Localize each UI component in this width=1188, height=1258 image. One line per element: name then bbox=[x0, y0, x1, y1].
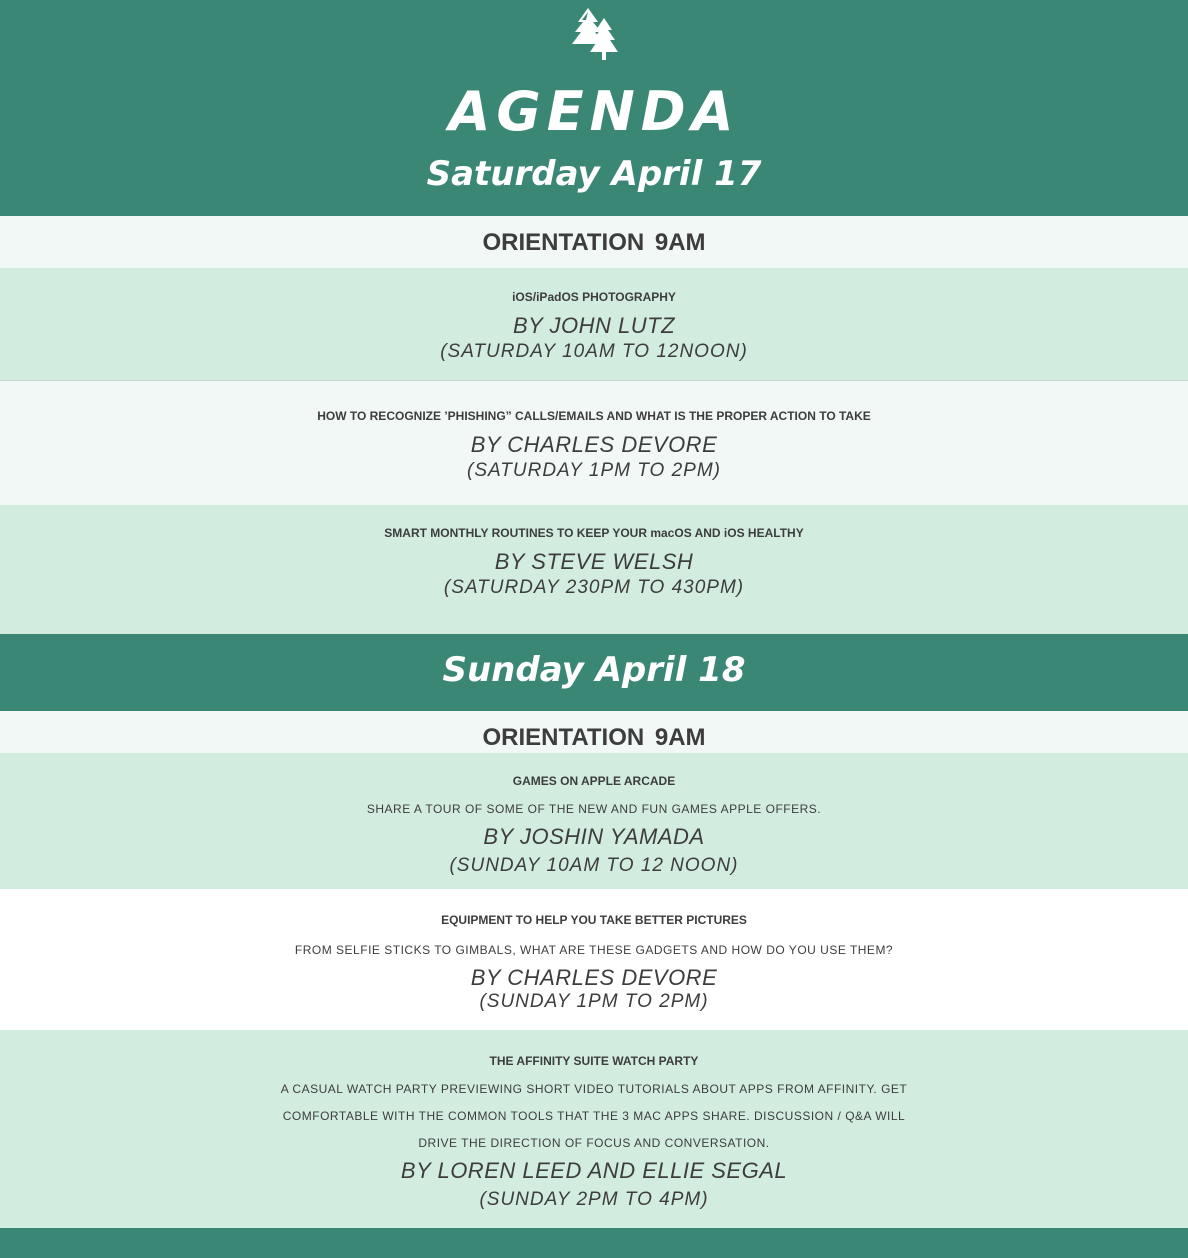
session-time: (SATURDAY 230PM TO 430PM) bbox=[443, 577, 745, 598]
session-card bbox=[0, 505, 1188, 634]
session-description-line: DRIVE THE DIRECTION OF FOCUS AND CONVERSATION. bbox=[418, 1136, 770, 1150]
session-card bbox=[0, 889, 1188, 1030]
session-time: (SUNDAY 2PM TO 4PM) bbox=[479, 1189, 709, 1210]
session-presenter: BY CHARLES DEVORE bbox=[470, 965, 718, 990]
agenda-header bbox=[0, 0, 1188, 216]
session-card bbox=[0, 268, 1188, 380]
session-presenter: BY CHARLES DEVORE bbox=[470, 432, 718, 457]
session-card bbox=[0, 1030, 1188, 1228]
session-time: (SATURDAY 10AM TO 12NOON) bbox=[440, 341, 748, 362]
session-description: SHARE A TOUR OF SOME OF THE NEW AND FUN GAMES APPLE OFFERS. bbox=[366, 802, 822, 816]
session-title: SMART MONTHLY ROUTINES TO KEEP YOUR macOS AND iOS HEALTHY bbox=[384, 526, 804, 540]
page-title: AGENDA bbox=[448, 80, 740, 143]
session-time: (SUNDAY 10AM TO 12 NOON) bbox=[449, 855, 739, 876]
session-description-line: COMFORTABLE WITH THE COMMON TOOLS THAT THE 3 MAC APPS SHARE. DISCUSSION / Q&A WILL bbox=[282, 1109, 906, 1123]
session-title: HOW TO RECOGNIZE ’PHISHING” CALLS/EMAILS AND WHAT IS THE PROPER ACTION TO TAKE bbox=[317, 409, 871, 423]
session-presenter: BY STEVE WELSH bbox=[494, 549, 694, 574]
session-title: iOS/iPadOS PHOTOGRAPHY bbox=[512, 290, 676, 304]
day-title-saturday: Saturday April 17 bbox=[426, 154, 762, 194]
session-title: THE AFFINITY SUITE WATCH PARTY bbox=[489, 1054, 699, 1068]
footer-band bbox=[0, 1228, 1188, 1258]
orientation-row: ORIENTATION 9AM bbox=[0, 216, 1188, 268]
pine-trees-icon bbox=[566, 6, 626, 66]
session-card bbox=[0, 753, 1188, 889]
day-header-sunday bbox=[0, 634, 1188, 711]
session-time: (SUNDAY 1PM TO 2PM) bbox=[479, 991, 709, 1012]
session-time: (SATURDAY 1PM TO 2PM) bbox=[467, 460, 721, 481]
session-description: FROM SELFIE STICKS TO GIMBALS, WHAT ARE THESE GADGETS AND HOW DO YOU USE THEM? bbox=[294, 943, 894, 957]
session-presenter: BY JOSHIN YAMADA bbox=[483, 824, 705, 849]
session-card bbox=[0, 381, 1188, 505]
session-title: EQUIPMENT TO HELP YOU TAKE BETTER PICTURES bbox=[441, 913, 747, 927]
session-presenter: BY LOREN LEED AND ELLIE SEGAL bbox=[400, 1158, 788, 1183]
orientation-row: ORIENTATION 9AM bbox=[0, 711, 1188, 753]
session-presenter: BY JOHN LUTZ bbox=[512, 313, 676, 338]
session-description-line: A CASUAL WATCH PARTY PREVIEWING SHORT VIDEO TUTORIALS ABOUT APPS FROM AFFINITY. GET bbox=[280, 1082, 908, 1096]
day-title-sunday: Sunday April 18 bbox=[442, 650, 746, 690]
session-title: GAMES ON APPLE ARCADE bbox=[512, 774, 676, 788]
